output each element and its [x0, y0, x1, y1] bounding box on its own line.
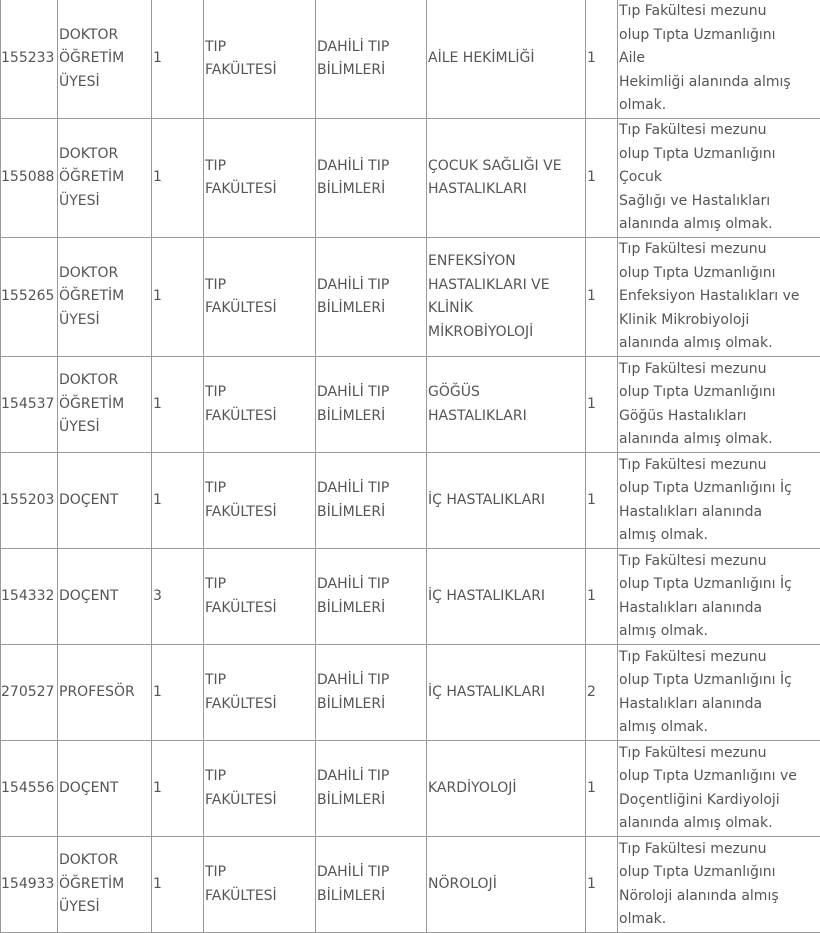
derece-cell: 1	[586, 0, 618, 119]
aciklama-cell-line: Çocuk	[619, 166, 819, 190]
ilan-no-cell: 155265	[1, 238, 58, 357]
bolum-cell	[316, 0, 427, 119]
anabilim-dali-cell-line: İÇ HASTALIKLARI	[428, 681, 584, 705]
derece-cell: 1	[586, 837, 618, 933]
kadro-cell-line: ÜYESİ	[59, 416, 150, 440]
bolum-cell	[316, 741, 427, 837]
table-row	[1, 0, 820, 119]
table-row	[1, 741, 820, 837]
kadro-cell-line: DOÇENT	[59, 489, 150, 513]
anabilim-dali-cell-line: GÖĞÜS	[428, 381, 584, 405]
anabilim-dali-cell-line: NÖROLOJİ	[428, 873, 584, 897]
aciklama-cell-line: olup Tıpta Uzmanlığını İç	[619, 573, 819, 597]
table-row	[1, 238, 820, 357]
kadro-cell	[58, 357, 152, 453]
birim-cell-line: FAKÜLTESİ	[205, 178, 314, 202]
birim-cell-line: FAKÜLTESİ	[205, 501, 314, 525]
adet-cell: 1	[152, 453, 204, 549]
aciklama-cell-line: Hekimliği alanında almış	[619, 71, 819, 95]
aciklama-cell-line: olup Tıpta Uzmanlığını İç	[619, 669, 819, 693]
bolum-cell-line: DAHİLİ TIP	[317, 274, 425, 298]
birim-cell	[204, 645, 316, 741]
anabilim-dali-cell-line: HASTALIKLARI	[428, 178, 584, 202]
bolum-cell	[316, 645, 427, 741]
bolum-cell-line: BİLİMLERİ	[317, 789, 425, 813]
aciklama-cell-line: Hastalıkları alanında	[619, 597, 819, 621]
bolum-cell-line: BİLİMLERİ	[317, 297, 425, 321]
aciklama-cell-line: Doçentliğini Kardiyoloji	[619, 789, 819, 813]
aciklama-cell-line: Hastalıkları alanında	[619, 501, 819, 525]
birim-cell-line: TIP	[205, 381, 314, 405]
aciklama-cell-line: Tıp Fakültesi mezunu	[619, 550, 819, 574]
aciklama-cell-line: Tıp Fakültesi mezunu	[619, 0, 819, 24]
bolum-cell	[316, 119, 427, 238]
anabilim-dali-cell-line: AİLE HEKİMLİĞİ	[428, 47, 584, 71]
birim-cell	[204, 837, 316, 933]
derece-cell: 1	[586, 238, 618, 357]
birim-cell-line: FAKÜLTESİ	[205, 693, 314, 717]
aciklama-cell	[618, 453, 820, 549]
kadro-cell-line: ÖĞRETİM	[59, 166, 150, 190]
anabilim-dali-cell	[427, 453, 586, 549]
kadro-cell-line: DOKTOR	[59, 369, 150, 393]
adet-cell: 1	[152, 119, 204, 238]
aciklama-cell-line: alanında almış olmak.	[619, 812, 819, 836]
birim-cell-line: FAKÜLTESİ	[205, 597, 314, 621]
bolum-cell-line: DAHİLİ TIP	[317, 155, 425, 179]
kadro-cell-line: PROFESÖR	[59, 681, 150, 705]
bolum-cell-line: DAHİLİ TIP	[317, 765, 425, 789]
aciklama-cell-line: Tıp Fakültesi mezunu	[619, 838, 819, 862]
bolum-cell-line: BİLİMLERİ	[317, 405, 425, 429]
kadro-cell-line: DOKTOR	[59, 849, 150, 873]
anabilim-dali-cell	[427, 238, 586, 357]
kadro-cell	[58, 645, 152, 741]
birim-cell-line: TIP	[205, 274, 314, 298]
aciklama-cell-line: olmak.	[619, 908, 819, 932]
derece-cell: 2	[586, 645, 618, 741]
aciklama-cell-line: Tıp Fakültesi mezunu	[619, 742, 819, 766]
aciklama-cell-line: olup Tıpta Uzmanlığını	[619, 143, 819, 167]
kadro-cell	[58, 549, 152, 645]
kadro-cell	[58, 741, 152, 837]
aciklama-cell	[618, 119, 820, 238]
aciklama-cell	[618, 0, 820, 119]
kadro-cell	[58, 119, 152, 238]
aciklama-cell-line: olup Tıpta Uzmanlığını	[619, 24, 819, 48]
bolum-cell-line: BİLİMLERİ	[317, 597, 425, 621]
table-row	[1, 837, 820, 933]
ilan-no-cell: 155233	[1, 0, 58, 119]
derece-cell: 1	[586, 357, 618, 453]
bolum-cell-line: BİLİMLERİ	[317, 885, 425, 909]
derece-cell: 1	[586, 741, 618, 837]
adet-cell: 3	[152, 549, 204, 645]
bolum-cell	[316, 453, 427, 549]
aciklama-cell-line: olup Tıpta Uzmanlığını	[619, 381, 819, 405]
anabilim-dali-cell-line: İÇ HASTALIKLARI	[428, 585, 584, 609]
anabilim-dali-cell-line: İÇ HASTALIKLARI	[428, 489, 584, 513]
anabilim-dali-cell	[427, 549, 586, 645]
anabilim-dali-cell	[427, 837, 586, 933]
birim-cell-line: TIP	[205, 477, 314, 501]
table-row	[1, 357, 820, 453]
anabilim-dali-cell-line: ÇOCUK SAĞLIĞI VE	[428, 155, 584, 179]
aciklama-cell-line: Tıp Fakültesi mezunu	[619, 358, 819, 382]
ilan-no-cell: 155203	[1, 453, 58, 549]
birim-cell	[204, 741, 316, 837]
birim-cell-line: FAKÜLTESİ	[205, 789, 314, 813]
anabilim-dali-cell	[427, 645, 586, 741]
table-row	[1, 549, 820, 645]
bolum-cell	[316, 837, 427, 933]
derece-cell: 1	[586, 119, 618, 238]
bolum-cell-line: DAHİLİ TIP	[317, 861, 425, 885]
aciklama-cell-line: olmak.	[619, 94, 819, 118]
aciklama-cell-line: Klinik Mikrobiyoloji	[619, 309, 819, 333]
kadro-cell-line: ÜYESİ	[59, 896, 150, 920]
aciklama-cell	[618, 549, 820, 645]
bolum-cell-line: DAHİLİ TIP	[317, 477, 425, 501]
anabilim-dali-cell-line: KARDİYOLOJİ	[428, 777, 584, 801]
birim-cell	[204, 0, 316, 119]
derece-cell: 1	[586, 453, 618, 549]
aciklama-cell	[618, 645, 820, 741]
adet-cell: 1	[152, 741, 204, 837]
kadro-cell-line: ÖĞRETİM	[59, 47, 150, 71]
aciklama-cell-line: Tıp Fakültesi mezunu	[619, 454, 819, 478]
kadro-cell-line: DOKTOR	[59, 143, 150, 167]
adet-cell: 1	[152, 357, 204, 453]
aciklama-cell-line: almış olmak.	[619, 524, 819, 548]
table-body	[1, 0, 820, 933]
birim-cell-line: FAKÜLTESİ	[205, 405, 314, 429]
bolum-cell-line: DAHİLİ TIP	[317, 381, 425, 405]
ilan-no-cell: 154933	[1, 837, 58, 933]
aciklama-cell-line: Tıp Fakültesi mezunu	[619, 646, 819, 670]
kadro-cell-line: ÜYESİ	[59, 71, 150, 95]
birim-cell	[204, 119, 316, 238]
table-row	[1, 453, 820, 549]
bolum-cell-line: DAHİLİ TIP	[317, 669, 425, 693]
adet-cell: 1	[152, 238, 204, 357]
aciklama-cell	[618, 837, 820, 933]
table-row	[1, 119, 820, 238]
kadro-cell-line: ÖĞRETİM	[59, 285, 150, 309]
bolum-cell-line: BİLİMLERİ	[317, 693, 425, 717]
ilan-no-cell: 270527	[1, 645, 58, 741]
birim-cell-line: FAKÜLTESİ	[205, 59, 314, 83]
bolum-cell-line: DAHİLİ TIP	[317, 573, 425, 597]
anabilim-dali-cell-line: ENFEKSİYON	[428, 250, 584, 274]
birim-cell-line: TIP	[205, 669, 314, 693]
aciklama-cell-line: almış olmak.	[619, 620, 819, 644]
bolum-cell	[316, 357, 427, 453]
adet-cell: 1	[152, 837, 204, 933]
anabilim-dali-cell-line: MİKROBİYOLOJİ	[428, 321, 584, 345]
bolum-cell-line: BİLİMLERİ	[317, 501, 425, 525]
aciklama-cell-line: Hastalıkları alanında	[619, 693, 819, 717]
bolum-cell-line: BİLİMLERİ	[317, 178, 425, 202]
aciklama-cell-line: Tıp Fakültesi mezunu	[619, 238, 819, 262]
kadro-cell-line: DOKTOR	[59, 262, 150, 286]
kadro-cell-line: ÖĞRETİM	[59, 873, 150, 897]
birim-cell	[204, 238, 316, 357]
aciklama-cell-line: olup Tıpta Uzmanlığını İç	[619, 477, 819, 501]
ilan-no-cell: 155088	[1, 119, 58, 238]
birim-cell-line: TIP	[205, 36, 314, 60]
aciklama-cell	[618, 238, 820, 357]
aciklama-cell-line: olup Tıpta Uzmanlığını	[619, 861, 819, 885]
aciklama-cell-line: Aile	[619, 47, 819, 71]
aciklama-cell-line: alanında almış olmak.	[619, 332, 819, 356]
anabilim-dali-cell-line: HASTALIKLARI VE	[428, 274, 584, 298]
kadro-cell	[58, 238, 152, 357]
birim-cell-line: FAKÜLTESİ	[205, 885, 314, 909]
anabilim-dali-cell	[427, 357, 586, 453]
table-row	[1, 645, 820, 741]
aciklama-cell-line: olup Tıpta Uzmanlığını	[619, 262, 819, 286]
anabilim-dali-cell	[427, 741, 586, 837]
derece-cell: 1	[586, 549, 618, 645]
birim-cell	[204, 453, 316, 549]
kadro-cell-line: DOÇENT	[59, 777, 150, 801]
kadro-cell-line: ÜYESİ	[59, 190, 150, 214]
aciklama-cell-line: alanında almış olmak.	[619, 428, 819, 452]
birim-cell-line: TIP	[205, 765, 314, 789]
aciklama-cell-line: almış olmak.	[619, 716, 819, 740]
bolum-cell	[316, 238, 427, 357]
aciklama-cell-line: Enfeksiyon Hastalıkları ve	[619, 285, 819, 309]
kadro-cell	[58, 837, 152, 933]
aciklama-cell	[618, 357, 820, 453]
aciklama-cell	[618, 741, 820, 837]
anabilim-dali-cell	[427, 119, 586, 238]
anabilim-dali-cell-line: HASTALIKLARI	[428, 405, 584, 429]
kadro-cell-line: ÜYESİ	[59, 309, 150, 333]
birim-cell	[204, 357, 316, 453]
anabilim-dali-cell	[427, 0, 586, 119]
kadro-cell-line: ÖĞRETİM	[59, 393, 150, 417]
aciklama-cell-line: Nöroloji alanında almış	[619, 885, 819, 909]
aciklama-cell-line: Tıp Fakültesi mezunu	[619, 119, 819, 143]
birim-cell-line: FAKÜLTESİ	[205, 297, 314, 321]
aciklama-cell-line: Göğüs Hastalıkları	[619, 405, 819, 429]
kadro-cell-line: DOÇENT	[59, 585, 150, 609]
bolum-cell-line: BİLİMLERİ	[317, 59, 425, 83]
bolum-cell	[316, 549, 427, 645]
ilan-no-cell: 154556	[1, 741, 58, 837]
kadro-cell-line: DOKTOR	[59, 24, 150, 48]
birim-cell	[204, 549, 316, 645]
ilan-no-cell: 154537	[1, 357, 58, 453]
bolum-cell-line: DAHİLİ TIP	[317, 36, 425, 60]
adet-cell: 1	[152, 645, 204, 741]
kadro-cell	[58, 0, 152, 119]
aciklama-cell-line: alanında almış olmak.	[619, 213, 819, 237]
birim-cell-line: TIP	[205, 573, 314, 597]
anabilim-dali-cell-line: KLİNİK	[428, 297, 584, 321]
aciklama-cell-line: Sağlığı ve Hastalıkları	[619, 190, 819, 214]
aciklama-cell-line: olup Tıpta Uzmanlığını ve	[619, 765, 819, 789]
adet-cell: 1	[152, 0, 204, 119]
birim-cell-line: TIP	[205, 155, 314, 179]
ilan-no-cell: 154332	[1, 549, 58, 645]
kadro-cell	[58, 453, 152, 549]
birim-cell-line: TIP	[205, 861, 314, 885]
